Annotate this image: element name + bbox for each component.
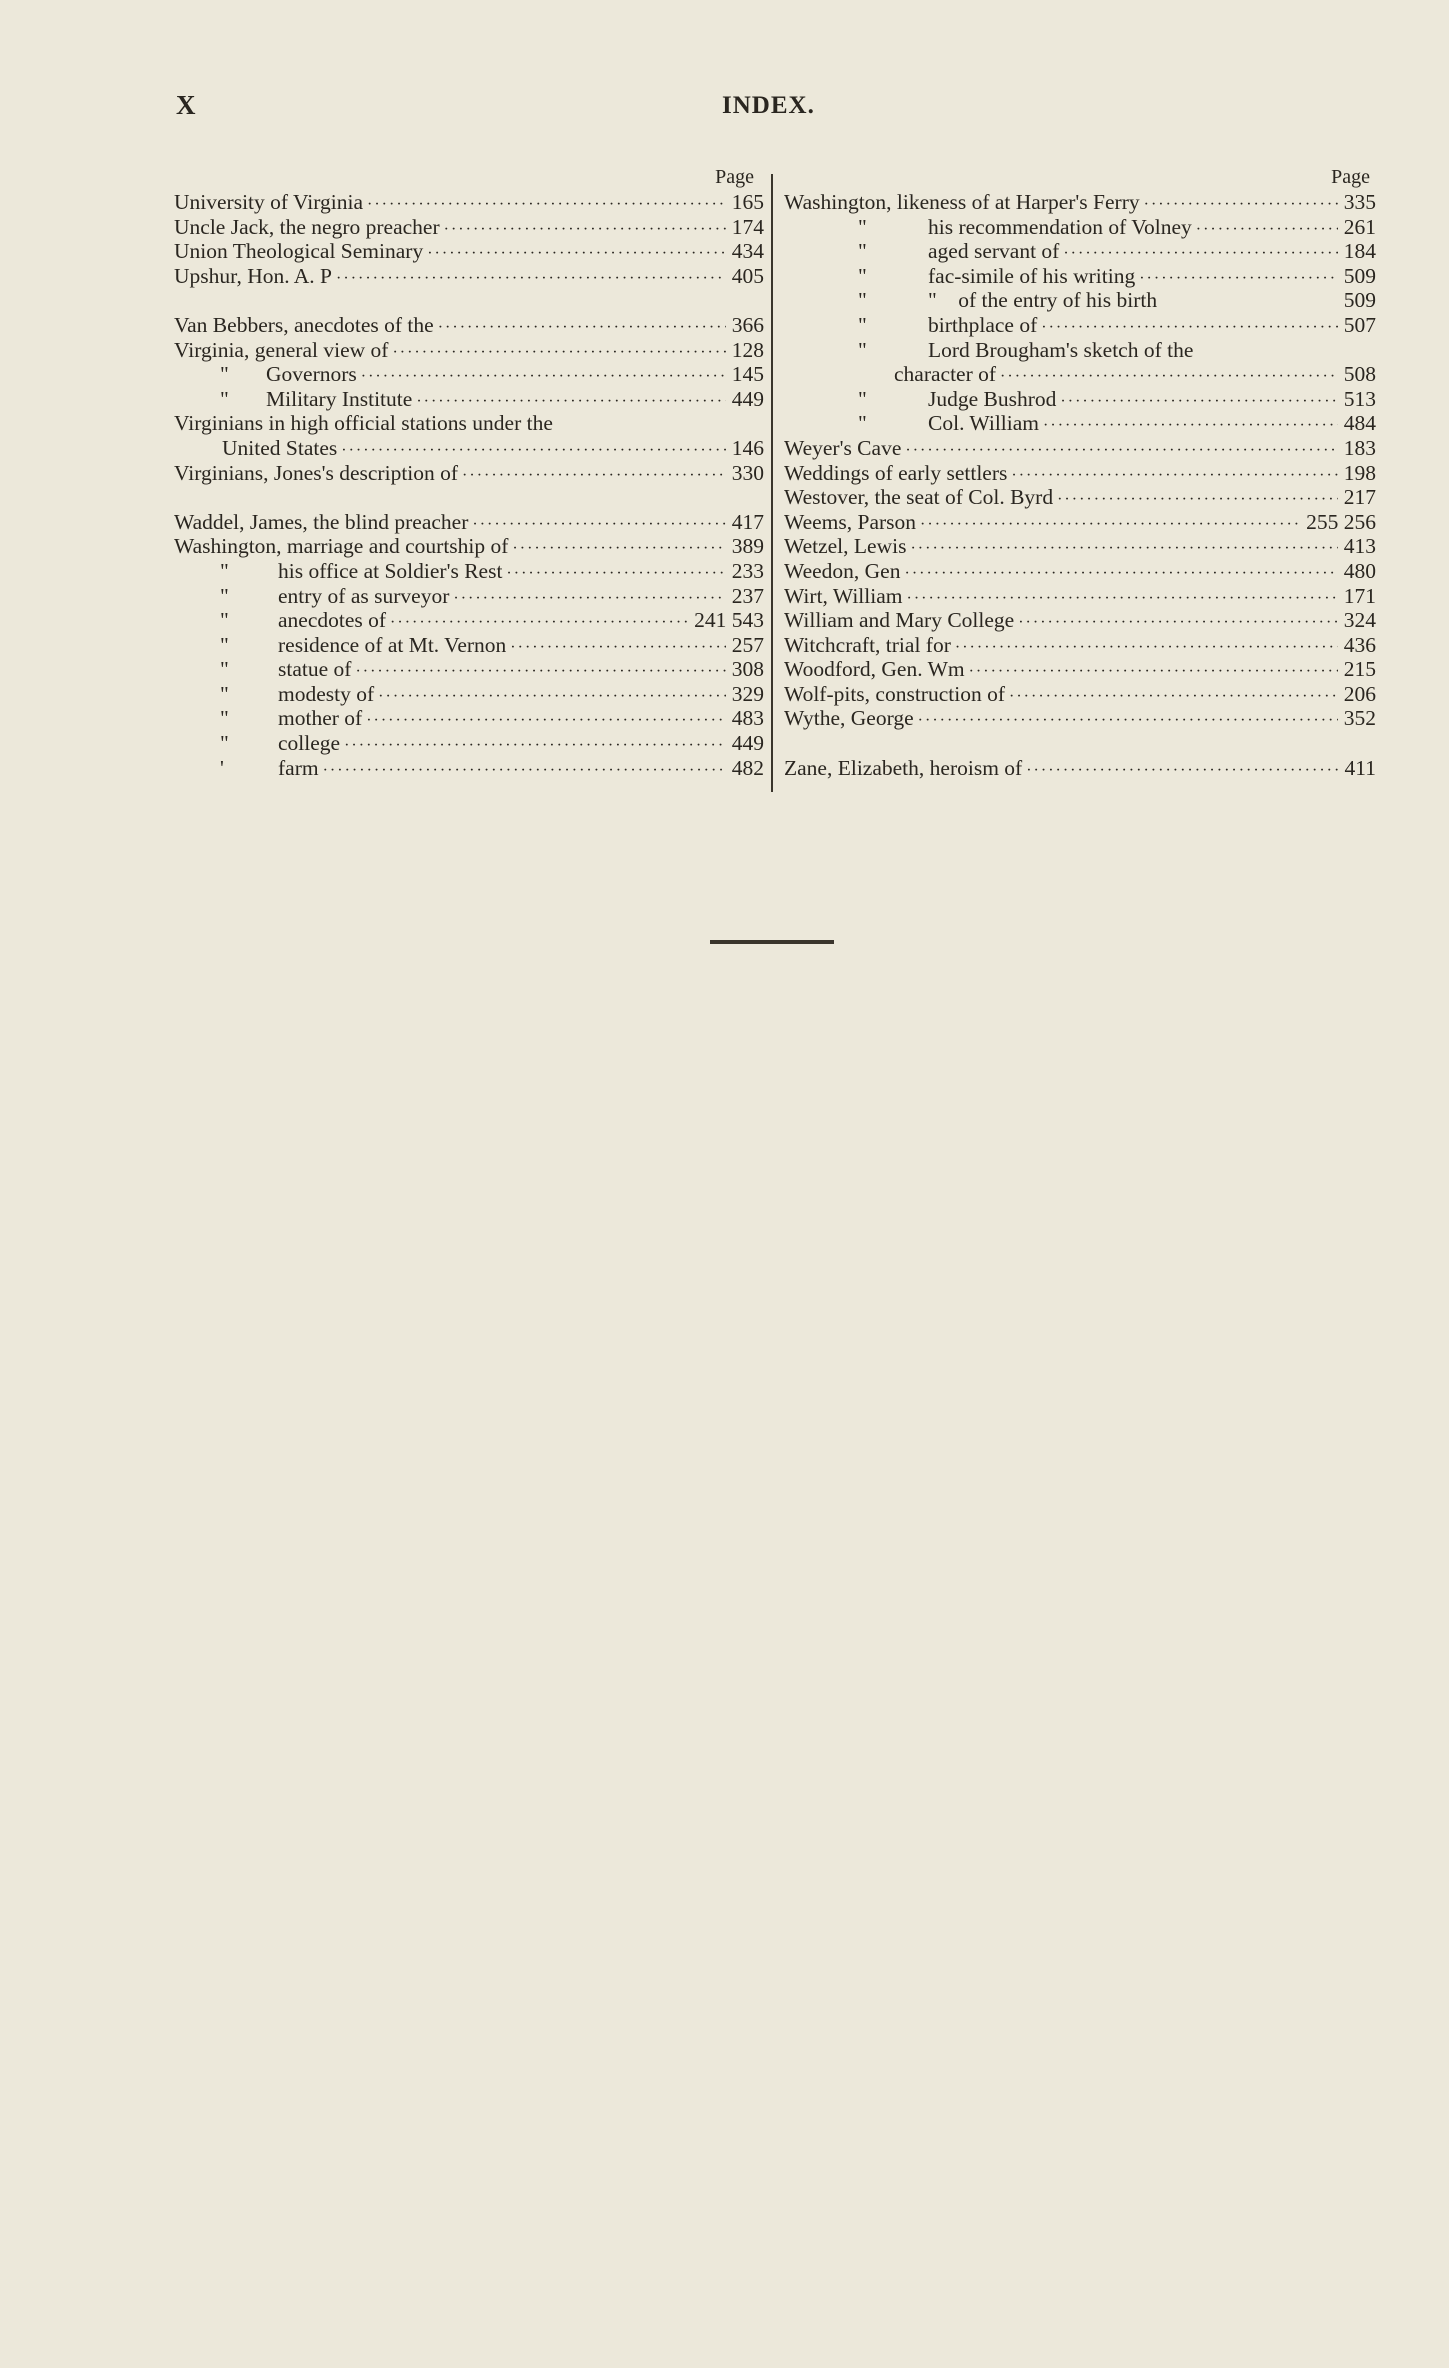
entry-text: Virginia, general view of [174,337,389,362]
index-entry [174,706,764,731]
entry-text: college [278,731,341,756]
dot-leader [1018,611,1338,636]
dot-leader [355,660,726,685]
entry-text: modesty of [278,681,375,706]
entry-text: University of Virginia [174,190,364,214]
index-entry [174,362,764,387]
index-entry [174,190,764,215]
ditto-mark: " [858,411,867,436]
index-entry [174,436,764,461]
entry-page: 165 [731,190,764,214]
end-rule [710,940,834,944]
page-column-heading: Page [715,166,754,188]
index-entry [174,411,764,436]
entry-text: Wirt, William [784,583,903,608]
index-entry [174,584,764,609]
index-entry [784,510,1376,535]
dot-leader [1196,218,1338,243]
entry-text: Weems, Parson [784,509,917,534]
dot-leader [462,464,726,489]
entry-page: 255 256 [1306,509,1376,534]
entry-page: 145 [731,362,764,387]
entry-page: 508 [1343,362,1376,387]
entry-page: 217 [1343,485,1376,510]
ditto-mark: " [220,362,229,387]
index-entry [784,706,1376,731]
entry-text: anecdotes of [278,608,387,633]
entry-text: Weedon, Gen [784,558,901,583]
entry-text: Wolf-pits, construction of [784,681,1005,706]
dot-leader [1060,390,1338,415]
index-entry [784,559,1376,584]
entry-page: 513 [1343,386,1376,411]
entry-text: entry of as surveyor [278,583,450,608]
index-column-right [784,164,1376,780]
ditto-mark: " [858,337,867,362]
ditto-mark: " [858,239,867,264]
entry-page: 366 [731,312,764,337]
entry-text: residence of at Mt. Vernon [278,632,507,657]
index-entry [784,288,1376,313]
index-entry [174,756,764,781]
entry-text: aged servant of [928,239,1060,264]
index-entry [784,215,1376,240]
dot-leader [392,341,726,366]
index-entry [784,436,1376,461]
index-entry [784,461,1376,486]
entry-text: Westover, the seat of Col. Byrd [784,485,1054,510]
index-column-left [174,164,764,780]
entry-page: 183 [1343,435,1376,460]
index-entry [784,608,1376,633]
index-entry [174,264,764,289]
dot-leader [336,267,726,292]
index-entry [784,633,1376,658]
entry-page: 389 [731,534,764,559]
dot-leader [955,636,1338,661]
entry-text: Weyer's Cave [784,435,902,460]
dot-leader [510,636,726,661]
entry-text: " of the entry of his birth [928,288,1158,313]
entry-page: 324 [1343,608,1376,633]
entry-page: 171 [1343,583,1376,608]
index-entry [174,534,764,559]
entry-page: 509 [1343,288,1376,313]
entry-page: 434 [731,239,764,264]
ditto-mark: " [220,558,229,583]
entry-page: 352 [1343,706,1376,731]
entry-page: 405 [731,263,764,288]
entry-page: 215 [1343,657,1376,682]
entry-text: farm [278,755,319,780]
dot-leader [506,562,726,587]
dot-leader [1043,414,1338,439]
index-entry [784,264,1376,289]
entry-page: 509 [1343,263,1376,288]
entry-page: 449 [731,731,764,756]
index-entry [784,387,1376,412]
ditto-mark: " [858,214,867,239]
entry-text: Col. William [928,411,1040,436]
index-entry [784,682,1376,707]
ditto-mark: " [220,706,229,731]
dot-leader [1011,464,1338,489]
entry-text: William and Mary College [784,608,1015,633]
index-entry [784,485,1376,510]
entry-text: Governors [266,362,357,387]
ditto-mark: " [220,681,229,706]
entry-text: character of [894,362,997,387]
index-entry [174,313,764,338]
dot-leader [427,242,726,267]
entry-page: 330 [731,460,764,485]
entry-text: Wythe, George [784,706,914,731]
dot-leader [323,759,726,784]
index-entry [784,756,1376,781]
entry-text: his office at Soldier's Rest [278,558,503,583]
dot-leader [1026,759,1338,784]
dot-leader [1139,267,1338,292]
entry-text: Wetzel, Lewis [784,534,907,559]
ditto-mark: " [858,312,867,337]
entry-text: statue of [278,657,352,682]
dot-leader [512,537,726,562]
dot-leader [1057,488,1338,513]
entry-page: 206 [1343,681,1376,706]
ditto-mark: " [220,386,229,411]
index-entry [174,510,764,535]
ditto-mark: " [858,288,867,313]
entry-text: Washington, likeness of at Harper's Ferry [784,190,1140,214]
entry-page: 174 [731,214,764,239]
index-entry [174,657,764,682]
page-title: INDEX. [722,92,815,119]
entry-text: Weddings of early settlers [784,460,1008,485]
dot-leader [904,562,1338,587]
index-entry [174,682,764,707]
section-gap [174,288,764,313]
entry-page: 128 [731,337,764,362]
entry-page: 417 [731,509,764,534]
ditto-mark: " [220,583,229,608]
index-entry [174,559,764,584]
entry-text: Woodford, Gen. Wm [784,657,965,682]
index-entry [784,239,1376,264]
entry-page: 233 [731,558,764,583]
index-entry [784,534,1376,559]
dot-leader [969,660,1338,685]
page-column-heading: Page [1331,166,1370,188]
entry-text: fac-simile of his writing [928,263,1136,288]
entry-text: Virginians in high official stations under the [174,411,553,436]
dot-leader [361,365,726,390]
index-entry [784,584,1376,609]
page-folio: X [176,90,196,120]
ditto-mark: " [220,608,229,633]
ditto-mark: " [220,657,229,682]
entry-text: Upshur, Hon. A. P [174,263,333,288]
dot-leader [910,537,1338,562]
dot-leader [472,513,726,538]
entry-text: United States [222,435,338,460]
ditto-mark: " [220,632,229,657]
entry-page: 480 [1343,558,1376,583]
dot-leader [920,513,1302,538]
index-entry [784,657,1376,682]
index-entry [174,215,764,240]
entry-text: Judge Bushrod [928,386,1057,411]
column-divider [771,174,773,792]
dot-leader [344,734,726,759]
section-gap [784,731,1376,756]
entry-page: 237 [731,583,764,608]
dot-leader [1009,685,1338,710]
ditto-mark: " [220,731,229,756]
section-gap [174,485,764,510]
dot-leader [444,218,726,243]
entry-text: birthplace of [928,312,1038,337]
entry-text: Zane, Elizabeth, heroism of [784,755,1023,780]
index-entry [784,338,1376,363]
ditto-mark: " [858,386,867,411]
index-entry [784,362,1376,387]
entry-text: Van Bebbers, anecdotes of the [174,312,434,337]
dot-leader [378,685,726,710]
entry-text: Lord Brougham's sketch of the [928,337,1194,362]
dot-leader [366,709,726,734]
entry-page: 482 [731,755,764,780]
entry-page: 257 [731,632,764,657]
dot-leader [453,587,726,612]
index-entry [174,633,764,658]
entry-text: Witchcraft, trial for [784,632,951,657]
index-entry [174,338,764,363]
index-entry [174,461,764,486]
entry-text: Washington, marriage and courtship of [174,534,509,559]
entry-page: 184 [1343,239,1376,264]
index-entry [174,239,764,264]
entry-text: Virginians, Jones's description of [174,460,459,485]
entry-page: 308 [731,657,764,682]
entry-text: mother of [278,706,363,731]
index-entry [784,411,1376,436]
entry-text: Union Theological Seminary [174,239,424,264]
entry-page: 507 [1343,312,1376,337]
entry-page: 484 [1343,411,1376,436]
entry-page: 329 [731,681,764,706]
entry-page: 241 543 [694,608,764,633]
index-entry [174,608,764,633]
index-entry [174,731,764,756]
entry-page: 146 [731,435,764,460]
index-entry [784,190,1376,215]
dot-leader [438,316,726,341]
entry-page: 413 [1343,534,1376,559]
entry-page: 483 [731,706,764,731]
ditto-mark: " [858,263,867,288]
index-entry [784,313,1376,338]
dot-leader [918,709,1338,734]
entry-page: 198 [1343,460,1376,485]
entry-text: Waddel, James, the blind preacher [174,509,469,534]
entry-page: 261 [1343,214,1376,239]
index-entry [174,387,764,412]
ditto-mark: ' [220,755,224,780]
entry-page: 436 [1343,632,1376,657]
entry-page: 449 [731,386,764,411]
entry-text: his recommendation of Volney [928,214,1192,239]
entry-page: 335 [1343,190,1376,214]
entry-text: Uncle Jack, the negro preacher [174,214,440,239]
entry-page: 411 [1344,755,1376,780]
entry-text: Military Institute [266,386,413,411]
